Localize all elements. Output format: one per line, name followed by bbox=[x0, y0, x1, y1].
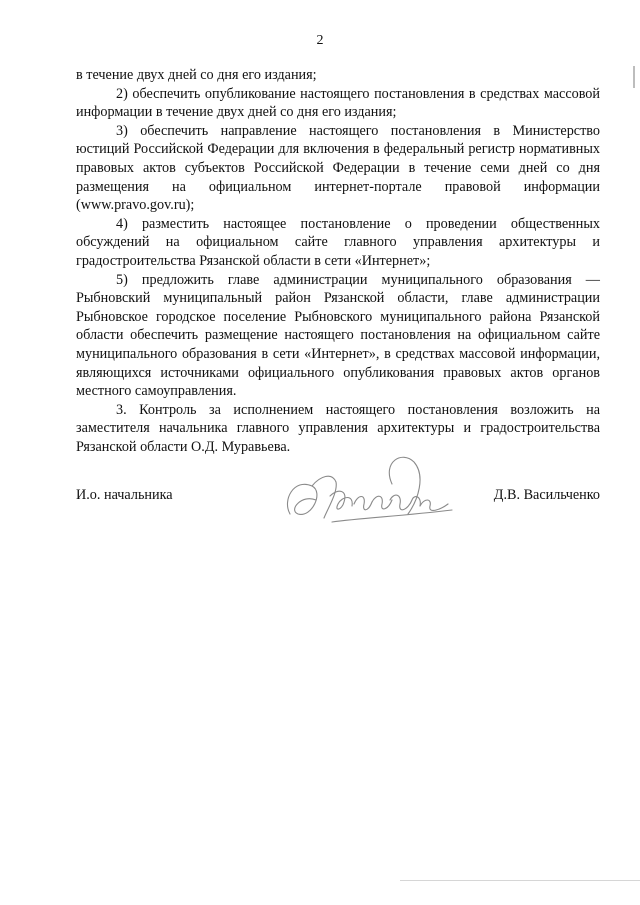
paragraph-control-clause: 3. Контроль за исполнением настоящего постановления возложить на заместителя начальника главного управления архитектуры и градостроительства Рязанской области О.Д. Муравьева. bbox=[76, 401, 600, 455]
paragraph-item-3: 3) обеспечить направление настоящего постановления в Министерство юстиций Российской Федерации для включения в федеральный регистр нормативных правовых актов субъектов Российской Федерации в течение семи дней со дня размещения на официальном интернет-портале правовой информации (www.pravo.gov.ru); bbox=[76, 122, 600, 214]
paragraph-item-5: 5) предложить главе администрации муниципального образования — Рыбновский муниципальный район Рязанской области, главе администрации Рыбновское городское поселение Рыбновского муниципального района Рязанской области обеспечить размещение настоящего постановления на официальном сайте муниципального образования в сети «Интернет», в средствах массовой информации, являющихся источниками официального опубликования правовых актов органов местного самоуправления. bbox=[76, 271, 600, 400]
scan-edge-mark bbox=[633, 66, 635, 88]
document-body bbox=[76, 66, 600, 456]
page-number: 2 bbox=[316, 33, 324, 48]
paragraph-item-2: 2) обеспечить опубликование настоящего постановления в средствах массовой информации в течение двух дней со дня его издания; bbox=[76, 85, 600, 121]
signatory-name: Д.В. Васильченко bbox=[493, 487, 600, 503]
paragraph-item-4: 4) разместить настоящее постановление о проведении общественных обсуждений на официальном сайте главного управления архитектуры и градостроительства Рязанской области в сети «Интернет»; bbox=[76, 215, 600, 269]
signatory-title: И.о. начальника bbox=[76, 487, 173, 503]
paragraph-continuation: в течение двух дней со дня его издания; bbox=[76, 67, 317, 83]
handwritten-signature bbox=[272, 448, 462, 538]
scan-edge-mark bbox=[400, 880, 640, 881]
